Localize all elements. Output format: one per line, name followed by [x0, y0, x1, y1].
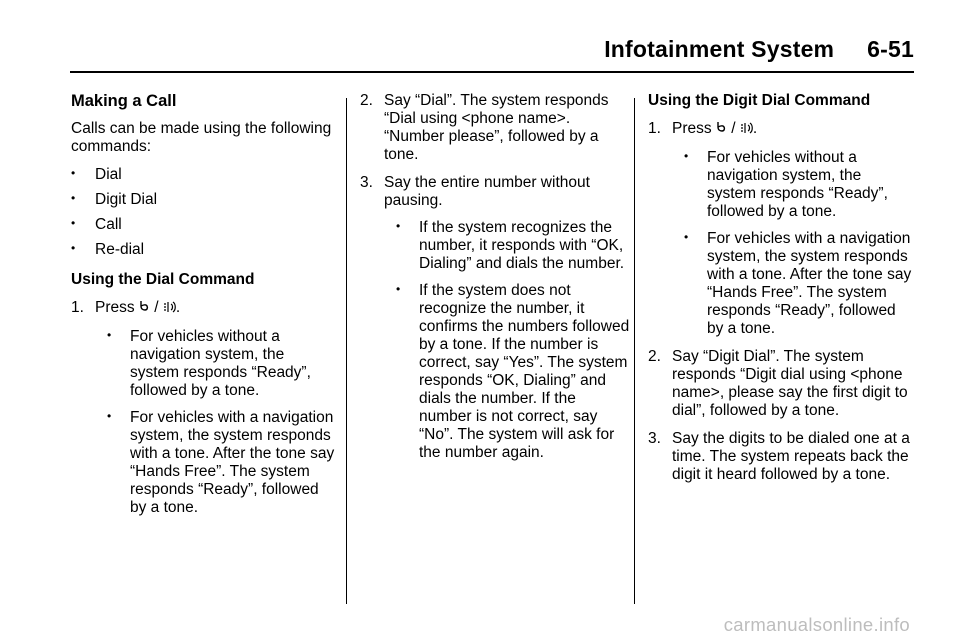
column-1	[71, 89, 336, 527]
subheading-digit-dial-command: Using the Digit Dial Command	[648, 92, 871, 109]
bullet-icon: •	[684, 149, 689, 163]
digit-dial-step-2: 2. Say “Digit Dial”. The system responds “Digit dial using <phone name>, please say the first digit to dial”, followed by a tone.	[648, 348, 908, 419]
section-heading-making-a-call: Making a Call	[71, 92, 177, 110]
digit-dial-step-1-bullets	[672, 149, 914, 338]
push-to-talk-icon	[139, 300, 150, 319]
list-item: • For vehicles with a navigation system, the system responds with a tone. After the tone say “Hands Free”. The system responds “Ready”, followed by a tone.	[107, 409, 335, 516]
bullet-icon: •	[71, 166, 76, 180]
bullet-icon: •	[396, 219, 401, 233]
step-number: 3.	[360, 174, 373, 191]
column-divider-2	[634, 98, 635, 604]
bullet-icon: •	[71, 191, 76, 205]
dial-step-3: 3. Say the entire number without pausing. • If the system recognizes the number, it responds with “OK, Dialing” and dials the number. • If the system does not recognize the number, it confirms the numbers followed by a tone. If the number is correct, say “Yes”. The system responds “OK, Dialing” and dials the number. If the number is not correct, say “No”. The system will ask for the number again.	[360, 174, 630, 461]
bullet-icon: •	[107, 328, 112, 342]
column-divider-1	[346, 98, 347, 604]
list-item: • Re-dial	[71, 241, 145, 258]
list-item: • If the system does not recognize the number, it confirms the numbers followed by a tone. If the number is correct, say “Yes”. The system responds “OK, Dialing” and dials the number. If the number is not correct, say “No”. The system will ask for the number again.	[396, 282, 630, 461]
subheading-dial-command: Using the Dial Command	[71, 271, 255, 288]
step-number: 1.	[71, 299, 84, 316]
push-to-talk-icon	[716, 121, 727, 140]
list-item: • For vehicles without a navigation system, the system responds “Ready”, followed by a tone.	[684, 149, 888, 220]
column-3	[648, 89, 914, 494]
list-item: • Digit Dial	[71, 191, 158, 208]
digit-dial-step-3: 3. Say the digits to be dialed one at a time. The system repeats back the digit it heard followed by a tone.	[648, 430, 910, 483]
step-number: 1.	[648, 120, 661, 137]
bullet-icon: •	[71, 241, 76, 255]
bullet-icon: •	[107, 409, 112, 423]
dial-step-1-bullets	[95, 328, 336, 517]
header-rule	[70, 71, 914, 73]
step-number: 3.	[648, 430, 661, 447]
list-item: • Call	[71, 216, 122, 233]
page-header-title: Infotainment System 6-51	[604, 36, 914, 62]
dial-step-1: 1. Press / . • For vehicles without a navigation system, the system responds “Ready”, followed by a tone. • For vehicles with a navigation system, the system responds with a tone. After the tone say “Hands Free”. The system responds “Ready”, followed by a tone.	[71, 299, 335, 516]
step-number: 2.	[648, 348, 661, 365]
list-item: • For vehicles with a navigation system, the system responds with a tone. After the tone say “Hands Free”. The system responds “Ready”, followed by a tone.	[684, 230, 912, 337]
bullet-icon: •	[684, 230, 689, 244]
list-item: • Dial	[71, 166, 122, 183]
intro-paragraph: Calls can be made using the following commands:	[71, 120, 332, 155]
column-2	[360, 89, 630, 472]
watermark: carmanualsonline.info	[723, 614, 910, 635]
bullet-icon: •	[71, 216, 76, 230]
dial-step-2: 2. Say “Dial”. The system responds “Dial using <phone name>. “Number please”, followed by a tone.	[360, 92, 609, 163]
digit-dial-step-1: 1. Press / . • For vehicles without a navigation system, the system responds “Ready”, followed by a tone. • For vehicles with a navigation system, the system responds with a tone. After the tone say “Hands Free”. The system responds “Ready”, followed by a tone.	[648, 120, 914, 338]
step-number: 2.	[360, 92, 373, 109]
commands-list	[71, 166, 336, 259]
bullet-icon: •	[396, 282, 401, 296]
dial-step-3-bullets	[384, 219, 630, 462]
voice-command-icon	[163, 300, 176, 319]
voice-command-icon	[740, 121, 753, 140]
list-item: • For vehicles without a navigation system, the system responds “Ready”, followed by a tone.	[107, 328, 311, 399]
list-item: • If the system recognizes the number, it responds with “OK, Dialing” and dials the number.	[396, 219, 625, 272]
